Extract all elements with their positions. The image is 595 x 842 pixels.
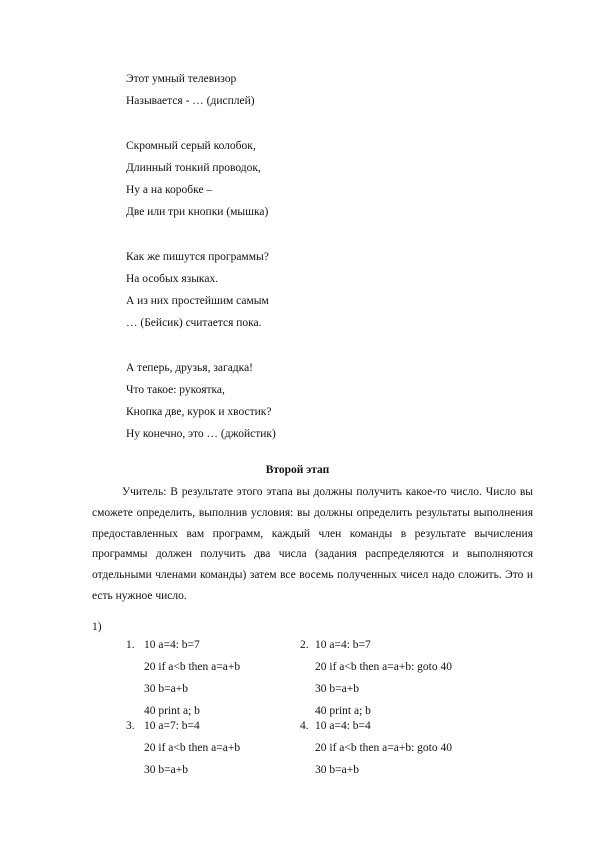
- program-3-line-3: 30 b=a+b: [144, 764, 188, 776]
- poem-4-line-3: Кнопка две, курок и хвостик?: [126, 406, 272, 418]
- program-1-line-1: [126, 638, 200, 652]
- poem-2-line-3: Ну а на коробке –: [126, 184, 213, 196]
- program-2-line-2: 20 if a<b then a=a+b: goto 40: [315, 661, 452, 673]
- program-1-line-4: 40 print a; b: [144, 705, 200, 717]
- program-4-code-1: 10 a=4: b=4: [315, 720, 371, 732]
- poem-3-line-1: Как же пишутся программы?: [126, 251, 269, 263]
- poem-4-line-4: Ну конечно, это … (джойстик): [126, 428, 276, 440]
- program-1-number: 1.: [126, 639, 135, 651]
- program-3-code-1: 10 a=7: b=4: [144, 720, 200, 732]
- program-4-line-2: 20 if a<b then a=a+b: goto 40: [315, 742, 452, 754]
- poem-2-line-4: Две или три кнопки (мышка): [126, 206, 269, 218]
- poem-1-line-2: Называется - … (дисплей): [126, 95, 255, 107]
- program-1-line-2: 20 if a<b then a=a+b: [144, 661, 241, 673]
- program-1-code-1: 10 a=4: b=7: [144, 639, 200, 651]
- instruction-paragraph: Учитель: В результате этого этапа вы должны получить какое-то число. Число вы сможете определить, выполнив условия: вы должны определить результаты выполнения предоставленных вам программ, каждый член команды в результате вычисления программы должен получить два числа (задания распределяются и выполняются отдельными членами команды) затем все восемь полученных чисел надо сложить. Это и есть нужное число.: [92, 486, 533, 602]
- poem-3-line-2: На особых языках.: [126, 273, 219, 285]
- program-4-line-1: [300, 719, 371, 733]
- poem-2-line-1: Скромный серый колобок,: [126, 140, 256, 152]
- program-2-number: 2.: [300, 639, 309, 651]
- program-4-number: 4.: [300, 720, 309, 732]
- poem-3-line-4: … (Бейсик) считается пока.: [126, 317, 262, 329]
- poem-1-line-1: Этот умный телевизор: [126, 73, 237, 85]
- poem-4-line-1: А теперь, друзья, загадка!: [126, 362, 254, 374]
- poem-2-line-2: Длинный тонкий проводок,: [126, 162, 261, 174]
- program-3-number: 3.: [126, 720, 135, 732]
- program-3-line-1: [126, 719, 200, 733]
- program-1-line-3: 30 b=a+b: [144, 683, 188, 695]
- section-title: Второй этап: [265, 464, 330, 476]
- program-2-code-1: 10 a=4: b=7: [315, 639, 371, 651]
- task-label: 1): [92, 621, 102, 633]
- poem-4-line-2: Что такое: рукоятка,: [126, 384, 225, 396]
- program-2-line-4: 40 print a; b: [315, 705, 371, 717]
- program-4-line-3: 30 b=a+b: [315, 764, 359, 776]
- program-2-line-1: [300, 638, 371, 652]
- program-2-line-3: 30 b=a+b: [315, 683, 359, 695]
- program-3-line-2: 20 if a<b then a=a+b: [144, 742, 241, 754]
- poem-3-line-3: А из них простейшим самым: [126, 295, 269, 307]
